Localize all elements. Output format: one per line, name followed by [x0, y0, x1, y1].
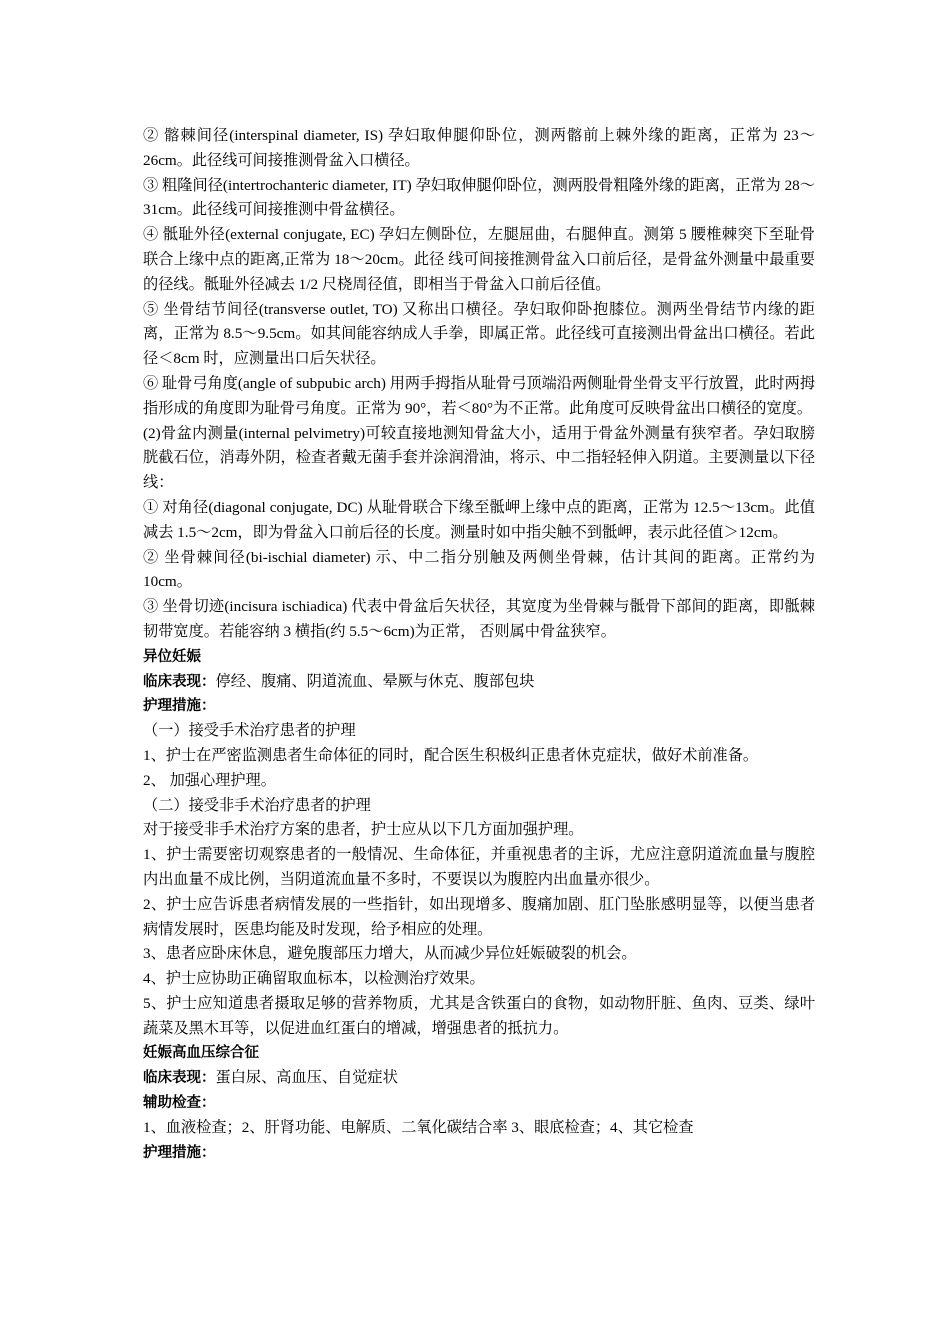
list-item: 1、护士在严密监测患者生命体征的同时，配合医生积极纠正患者休克症状，做好术前准备。 — [143, 746, 759, 764]
paragraph-bi-ischial: ② 坐骨棘间径(bi-ischial diameter) 示、中二指分别触及两侧坐骨棘，估计其间的距离。正常约为 10cm。 — [143, 548, 815, 591]
labeled-line-clinical-pih — [143, 1066, 815, 1091]
paragraph-ec-diameter: ④ 骶耻外径(external conjugate, EC) 孕妇左侧卧位，左腿屈曲，右腿伸直。测第 5 腰椎棘突下至耻骨联合上缘中点的距离,正常为 18～20cm。此径 线可间接推测骨盆入口前后径，是骨盆外测量中最重要的径线。骶耻外径减去 1/2 尺桡周径值，即相当于骨盆入口前后径值。 — [143, 226, 815, 293]
list-item: 1、血液检查；2、肝肾功能、电解质、二氧化碳结合率 3、眼底检查；4、其它检查 — [143, 1118, 694, 1136]
list-item: 2、 加强心理护理。 — [143, 771, 276, 789]
paragraph-incisura: ③ 坐骨切迹(incisura ischiadica) 代表中骨盆后矢状径，其宽度为坐骨棘与骶骨下部间的距离，即骶棘韧带宽度。若能容纳 3 横指(约 5.5～6cm)为正常， 否则属中骨盆狭窄。 — [143, 598, 815, 640]
labeled-line-aux-exam — [143, 1091, 815, 1116]
list-item: 对于接受非手术治疗方案的患者，护士应从以下几方面加强护理。 — [143, 821, 584, 839]
list-item: 5、护士应知道患者摄取足够的营养物质，尤其是含铁蛋白的食物，如动物肝脏、鱼肉、豆类、绿叶蔬菜及黑木耳等，以促进血红蛋白的增减，增强患者的抵抗力。 — [143, 994, 815, 1037]
line-label: 辅助检查： — [143, 1095, 216, 1112]
paragraph-is-diameter: ② 髂棘间径(interspinal diameter, IS) 孕妇取伸腿仰卧位，测两髂前上棘外缘的距离，正常为 23～26cm。此径线可间接推测骨盆入口横径。 — [143, 127, 815, 169]
list-item: （一）接受手术治疗患者的护理 — [143, 722, 356, 740]
line-label: 临床表现： — [143, 673, 216, 690]
paragraph-it-diameter: ③ 粗隆间径(intertrochanteric diameter, IT) 孕妇取伸腿仰卧位，测两股骨粗隆外缘的距离，正常为 28～31cm。此径线可间接推测中骨盆横径。 — [143, 176, 815, 219]
paragraph-dc-diameter: ① 对角径(diagonal conjugate, DC) 从耻骨联合下缘至骶岬上缘中点的距离，正常为 12.5～13cm。此值减去 1.5～2cm，即为骨盆入口前后径的长度。测量时如中指尖触不到骶岬，表示此径值＞12cm。 — [143, 498, 815, 541]
labeled-line-clinical-ectopic — [143, 670, 815, 695]
section-heading-ectopic-pregnancy: 异位妊娠 — [143, 648, 201, 665]
list-item: （二）接受非手术治疗患者的护理 — [143, 796, 371, 814]
labeled-line-nursing-ectopic — [143, 694, 815, 719]
paragraph-subpubic-arch: ⑥ 耻骨弓角度(angle of subpubic arch) 用两手拇指从耻骨弓顶端沿两侧耻骨坐骨支平行放置，此时两拇指形成的角度即为耻骨弓角度。正常为 90°，若＜80°为不正常。此角度可反映骨盆出口横径的宽度。 — [143, 374, 815, 417]
paragraph-to-diameter: ⑤ 坐骨结节间径(transverse outlet, TO) 又称出口横径。孕妇取仰卧抱膝位。测两坐骨结节内缘的距离，正常为 8.5～9.5cm。如其间能容纳成人手拳，即属正常。此径线可直接测出骨盆出口横径。若此径＜8cm 时，应测量出口后矢状径。 — [143, 300, 815, 368]
line-text: 蛋白尿、高血压、自觉症状 — [215, 1069, 398, 1087]
labeled-line-nursing-pih — [143, 1141, 815, 1166]
line-label: 护理措施： — [143, 1144, 216, 1161]
list-item: 2、护士应告诉患者病情发展的一些指针，如出现增多、腹痛加剧、肛门坠胀感明显等，以便当患者病情发展时，医患均能及时发现，给予相应的处理。 — [143, 895, 815, 938]
list-item: 1、护士需要密切观察患者的一般情况、生命体征，并重视患者的主诉，尤应注意阴道流血量与腹腔内出血量不成比例，当阴道流血量不多时，不要误以为腹腔内出血量亦很少。 — [143, 846, 815, 888]
section-heading-pih: 妊娠高血压综合征 — [143, 1045, 259, 1062]
paragraph-internal-pelvimetry: (2)骨盆内测量(internal pelvimetry)可较直接地测知骨盆大小，适用于骨盆外测量有狭窄者。孕妇取膀胱截石位，消毒外阴，检查者戴无菌手套并涂润滑油，将示、中二指轻轻伸入阴道。主要测量以下径线： — [143, 424, 815, 492]
document-body — [143, 124, 815, 1165]
line-text: 停经、腹痛、阴道流血、晕厥与休克、腹部包块 — [215, 672, 535, 690]
list-item: 4、护士应协助正确留取血标本，以检测治疗效果。 — [143, 970, 485, 988]
line-label: 临床表现： — [143, 1070, 216, 1087]
line-label: 护理措施： — [143, 698, 216, 715]
list-item: 3、患者应卧床休息，避免腹部压力增大，从而减少异位妊娠破裂的机会。 — [143, 945, 637, 963]
